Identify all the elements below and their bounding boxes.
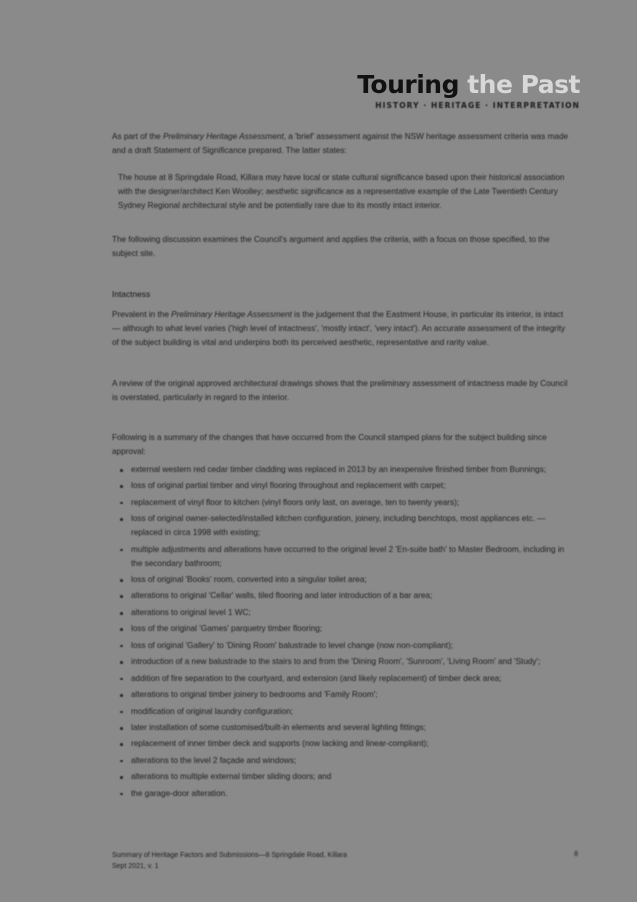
list-item: loss of original owner-selected/installed kitchen configuration, joinery, including benchtops, most appliances etc. — replaced in circa 1998 with existing; [112, 512, 570, 540]
paragraph-discussion: The following discussion examines the Council's argument and applies the criteria, with a focus on those specified, to the subject site. [112, 234, 550, 258]
footer-document-title [112, 851, 347, 872]
section-heading-intactness: Intactness [112, 288, 151, 299]
footer-page-number: 8 [574, 851, 578, 858]
spacer [112, 364, 570, 377]
footer-line-2: Sept 2021, v. 1 [112, 862, 159, 870]
list-item: loss of the original 'Games' parquetry timber flooring; [112, 622, 570, 636]
paragraph-review: A review of the original approved architectural drawings shows that the preliminary assessment of intactness made by Council is overstated, particularly in regard to the interior. [112, 378, 568, 402]
logo-word-dark: Touring [357, 70, 460, 99]
logo-word-light: the Past [467, 70, 580, 99]
list-item: the garage-door alteration. [112, 787, 570, 801]
list-item: addition of fire separation to the courtyard, and extension (and likely replacement) of timber deck area; [112, 672, 570, 686]
list-item: loss of original partial timber and vinyl flooring throughout and replacement with carpet; [112, 479, 570, 493]
list-item: replacement of vinyl floor to kitchen (vinyl floors only last, on average, ten to twenty years); [112, 496, 570, 510]
list-item: introduction of a new balustrade to the stairs to and from the 'Dining Room', 'Sunroom', 'Living Room' and 'Study'; [112, 655, 570, 669]
list-item: loss of original 'Gallery' to 'Dining Room' balustrade to level change (now non-compliant); [112, 639, 570, 653]
list-item: later installation of some customised/built-in elements and several lighting fittings; [112, 721, 570, 735]
paragraph-intro [112, 130, 570, 158]
list-item: modification of original laundry configuration; [112, 705, 570, 719]
document-body [112, 130, 570, 803]
paragraph-summary-intro: Following is a summary of the changes that have occurred from the Council stamped plans for the subject building since approval: [112, 432, 547, 456]
spacer [112, 274, 570, 287]
list-item: alterations to original level 1 WC; [112, 606, 570, 620]
list-item: replacement of inner timber deck and supports (now lacking and linear-compliant); [112, 737, 570, 751]
paragraph-intactness-italic: Preliminary Heritage Assessment [171, 310, 292, 320]
page-footer [112, 851, 580, 872]
changes-list [112, 463, 570, 801]
list-item: alterations to the level 2 façade and windows; [112, 754, 570, 768]
paragraph-intro-pre: As part of the [112, 132, 163, 141]
logo-tagline: HISTORY · HERITAGE · INTERPRETATION [375, 101, 580, 111]
paragraph-intactness-post: is the judgement that the Eastment House, in particular its interior, is intact — although to what level varies ('high level of intactness', 'mostly intact', 'very intact'). An accurate assessment of the integrity of the subject building is vital and underpins both its perceived aesthetic, representative and rarity value. [112, 310, 566, 348]
list-item: alterations to original timber joinery to bedrooms and 'Family Room'; [112, 688, 570, 702]
logo [357, 72, 580, 110]
spacer [112, 418, 570, 431]
paragraph-intro-italic: Preliminary Heritage Assessment [162, 132, 284, 141]
footer-line-1: Summary of Heritage Factors and Submissions—8 Springdale Road, Killara [112, 852, 347, 859]
blockquote-statement-of-significance: The house at 8 Springdale Road, Killara may have local or state cultural significance based upon their historical association with the designer/architect Ken Woolley; aesthetic significance as a representative example of the Late Twentieth Century Sydney Regional architectural style and be potentially rare due to its mostly intact interior. [118, 173, 565, 211]
list-item: external western red cedar timber cladding was replaced in 2013 by an inexpensive finished timber from Bunnings; [112, 463, 570, 477]
paragraph-intactness-pre: Prevalent in the [112, 310, 172, 320]
paragraph-intro-post: , a 'brief' assessment against the NSW heritage assessment criteria was made and a draft Statement of Significance prepared. The latter states: [112, 132, 569, 156]
list-item: loss of original 'Books' room, converted into a singular toilet area; [112, 573, 570, 587]
list-item: alterations to multiple external timber sliding doors; and [112, 770, 570, 784]
logo-wordmark [357, 72, 580, 98]
list-item: multiple adjustments and alterations have occurred to the original level 2 'En-suite bath' to Master Bedroom, including in the secondary bathroom; [112, 543, 570, 571]
paragraph-intactness [112, 308, 570, 350]
list-item: alterations to original 'Cellar' walls, tiled flooring and later introduction of a bar area; [112, 589, 570, 603]
